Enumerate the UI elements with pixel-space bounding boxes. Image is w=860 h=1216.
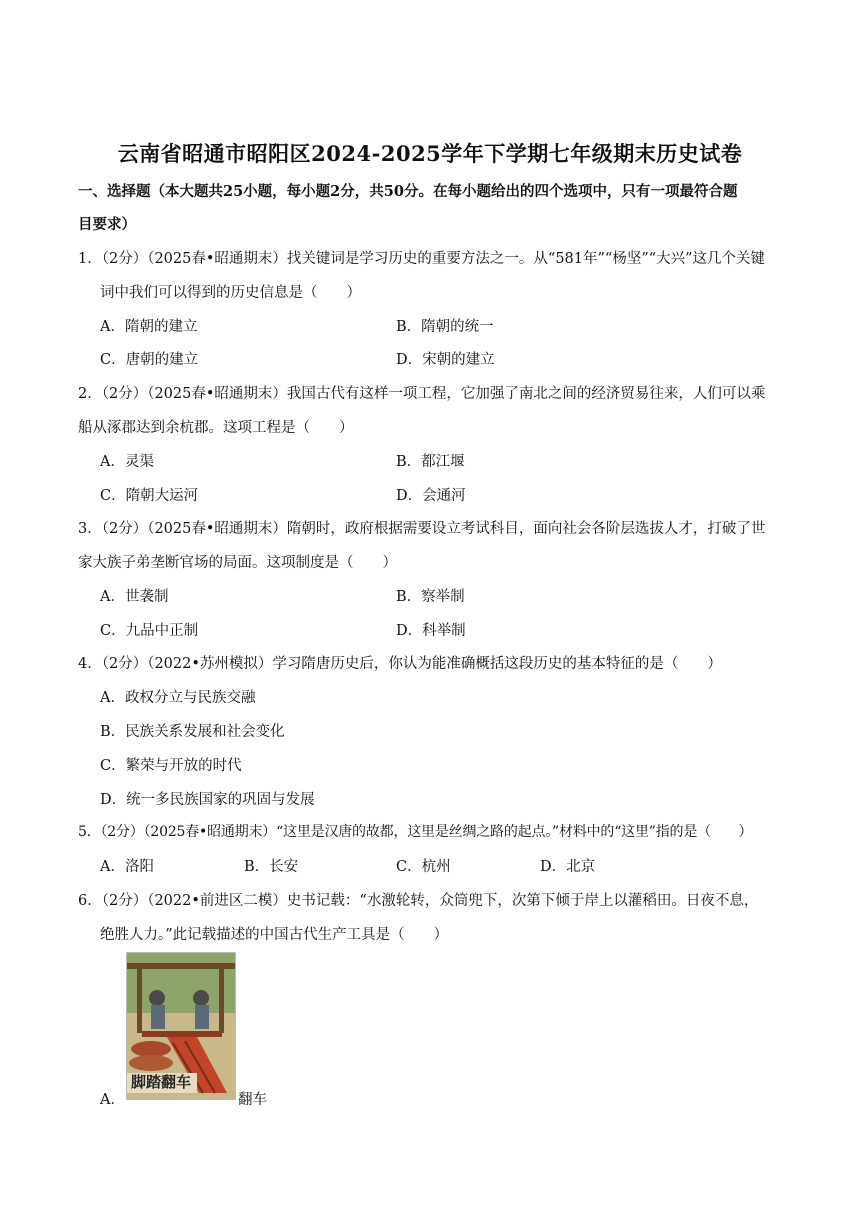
question-3-option-b[interactable]: B．察举制	[396, 589, 465, 605]
question-5-text: 5．（2分）（2025春•昭通期末）“这里是汉唐的故都，这里是丝绸之路的起点。”材料中的“这里”指的是（ ）	[78, 824, 753, 840]
question-1-option-d[interactable]: D．宋朝的建立	[396, 352, 495, 368]
question-1-text-cont: 词中我们可以得到的历史信息是（ ）	[100, 285, 361, 301]
question-3-option-c[interactable]: C．九品中正制	[100, 623, 199, 639]
section-heading: 一、选择题（本大题共25小题，每小题2分，共50分。在每小题给出的四个选项中，只有一项最符合题	[78, 183, 738, 200]
question-5-option-a[interactable]: A．洛阳	[100, 859, 154, 875]
question-3-text-cont: 家大族子弟垄断官场的局面。这项制度是（ ）	[78, 555, 397, 571]
question-5-option-d[interactable]: D．北京	[540, 859, 596, 875]
question-3-text: 3．（2分）（2025春•昭通期末）隋朝时，政府根据需要设立考试科目，面向社会各阶层选拔人才，打破了世	[78, 521, 766, 537]
question-2-option-b[interactable]: B．都江堰	[396, 454, 465, 470]
question-3-option-d[interactable]: D．科举制	[396, 623, 466, 639]
question-4-option-b[interactable]: B．民族关系发展和社会变化	[100, 724, 285, 740]
question-2-option-a[interactable]: A．灵渠	[100, 454, 154, 470]
question-4-option-a[interactable]: A．政权分立与民族交融	[100, 690, 256, 706]
question-6-option-a-caption: 翻车	[238, 1092, 267, 1108]
question-2-option-c[interactable]: C．隋朝大运河	[100, 488, 199, 504]
image-caption-text: 脚踏翻车	[131, 1073, 192, 1091]
exam-title: 云南省昭通市昭阳区2024-2025学年下学期七年级期末历史试卷	[117, 141, 743, 166]
question-4-option-c[interactable]: C．繁荣与开放的时代	[100, 758, 242, 774]
question-1-option-a[interactable]: A．隋朝的建立	[100, 319, 198, 335]
question-6-text: 6．（2分）（2022•前进区二模）史书记载：“水激轮转，众筒兜下，次第下倾于岸上以灌稻田。日夜不息，	[78, 893, 759, 909]
question-6-text-cont: 绝胜人力。”此记载描述的中国古代生产工具是（ ）	[100, 927, 449, 943]
question-1-text: 1．（2分）（2025春•昭通期末）找关键词是学习历史的重要方法之一。从“581年”“杨坚”“大兴”这几个关键	[78, 251, 766, 267]
treadle-waterwheel-image	[126, 952, 236, 1100]
question-4-text: 4．（2分）（2022•苏州模拟）学习隋唐历史后，你认为能准确概括这段历史的基本特征的是（ ）	[78, 656, 722, 672]
section-heading-cont: 目要求）	[78, 216, 136, 233]
question-2-text-cont: 船从涿郡达到余杭郡。这项工程是（ ）	[78, 420, 354, 436]
question-6-option-a-label[interactable]: A．	[100, 1092, 125, 1108]
question-3-option-a[interactable]: A．世袭制	[100, 589, 169, 605]
question-5-option-b[interactable]: B．长安	[244, 859, 299, 875]
question-4-option-d[interactable]: D．统一多民族国家的巩固与发展	[100, 792, 315, 808]
question-1-option-b[interactable]: B．隋朝的统一	[396, 319, 494, 335]
question-2-option-d[interactable]: D．会通河	[396, 488, 466, 504]
question-1-option-c[interactable]: C．唐朝的建立	[100, 352, 199, 368]
question-5-option-c[interactable]: C．杭州	[396, 859, 451, 875]
question-2-text: 2．（2分）（2025春•昭通期末）我国古代有这样一项工程，它加强了南北之间的经济贸易往来，人们可以乘	[78, 386, 766, 402]
